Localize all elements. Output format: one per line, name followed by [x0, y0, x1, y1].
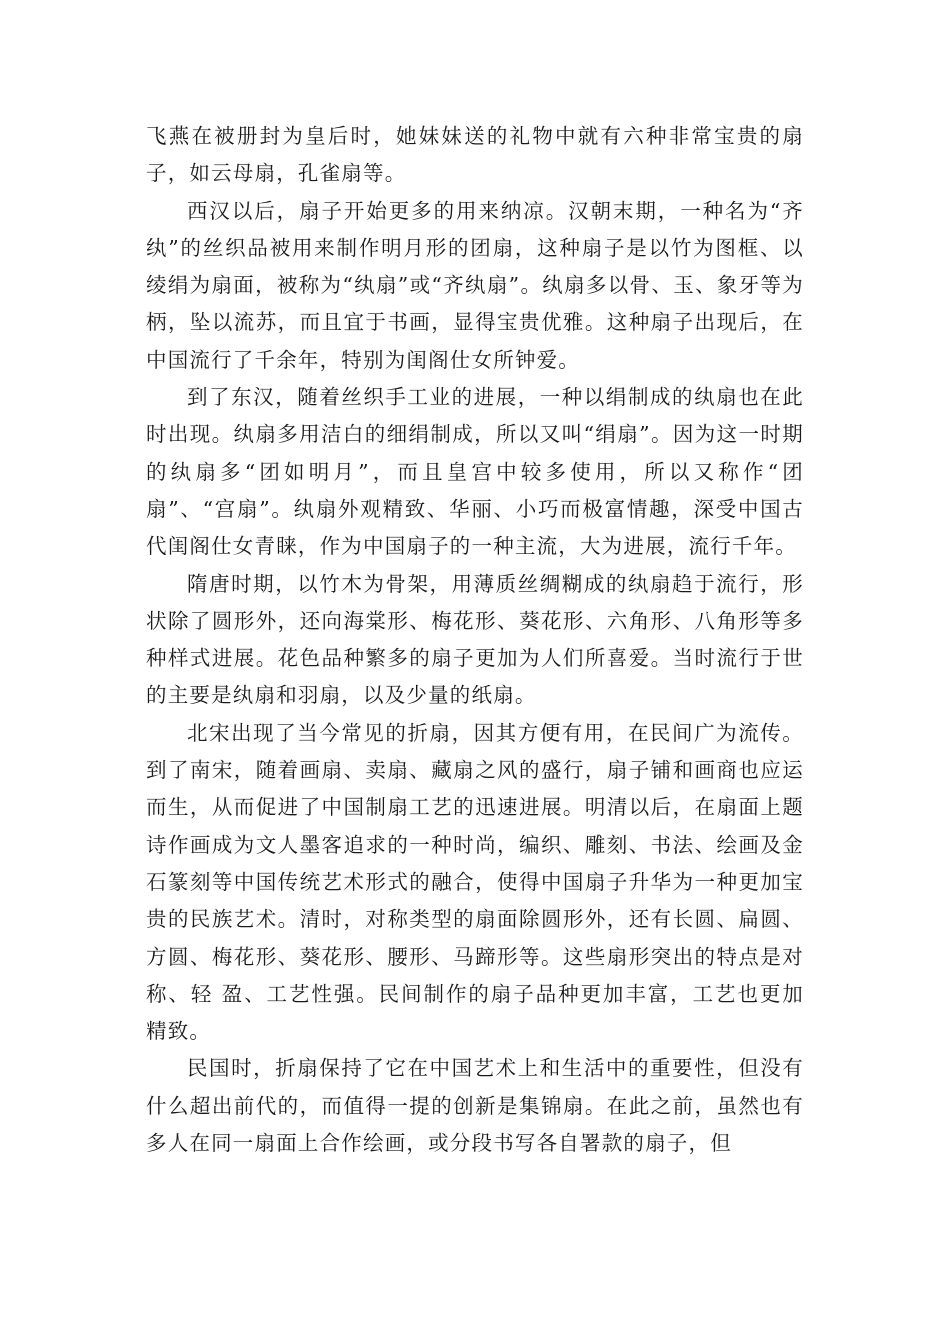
document-body	[146, 118, 804, 1162]
paragraph-1: 飞燕在被册封为皇后时，她妹妹送的礼物中就有六种非常宝贵的扇子，如云母扇，孔雀扇等。	[146, 124, 804, 186]
paragraph-3: 到了东汉，随着丝织手工业的进展，一种以绢制成的纨扇也在此时出现。纨扇多用洁白的细绢制成，所以又叫“绢扇”。因为这一时期的纨扇多“团如明月”，而且皇宫中较多使用，所以又称作“团扇”、“宫扇”。纨扇外观精致、华丽、小巧而极富情趣，深受中国古代闺阁仕女青睐，作为中国扇子的一种主流，大为进展，流行千年。	[146, 385, 804, 559]
paragraph-2: 西汉以后，扇子开始更多的用来纳凉。汉朝末期，一种名为“齐纨”的丝织品被用来制作明月形的团扇，这种扇子是以竹为图框、以绫绢为扇面，被称为“纨扇”或“齐纨扇”。纨扇多以骨、玉、象牙等为柄，坠以流苏，而且宜于书画，显得宝贵优雅。这种扇子出现后，在中国流行了千余年，特别为闺阁仕女所钟爱。	[146, 198, 804, 372]
paragraph-4: 隋唐时期，以竹木为骨架，用薄质丝绸糊成的纨扇趋于流行，形状除了圆形外，还向海棠形、梅花形、葵花形、六角形、八角形等多种样式进展。花色品种繁多的扇子更加为人们所喜爱。当时流行于世的主要是纨扇和羽扇，以及少量的纸扇。	[146, 571, 804, 708]
paragraph-6: 民国时，折扇保持了它在中国艺术上和生活中的重要性，但没有什么超出前代的，而值得一提的创新是集锦扇。在此之前，虽然也有多人在同一扇面上合作绘画，或分段书写各自署款的扇子，但	[146, 1056, 804, 1156]
paragraph-5: 北宋出现了当今常见的折扇，因其方便有用，在民间广为流传。到了南宋，随着画扇、卖扇、藏扇之风的盛行，扇子铺和画商也应运而生，从而促进了中国制扇工艺的迅速进展。明清以后，在扇面上题诗作画成为文人墨客追求的一种时尚，编织、雕刻、书法、绘画及金石篆刻等中国传统艺术形式的融合，使得中国扇子升华为一种更加宝贵的民族艺术。清时，对称类型的扇面除圆形外，还有长圆、扁圆、方圆、梅花形、葵花形、腰形、马蹄形等。这些扇形突出的特点是对称、轻 盈、工艺性强。民间制作的扇子品种更加丰富，工艺也更加精致。	[146, 720, 804, 1044]
